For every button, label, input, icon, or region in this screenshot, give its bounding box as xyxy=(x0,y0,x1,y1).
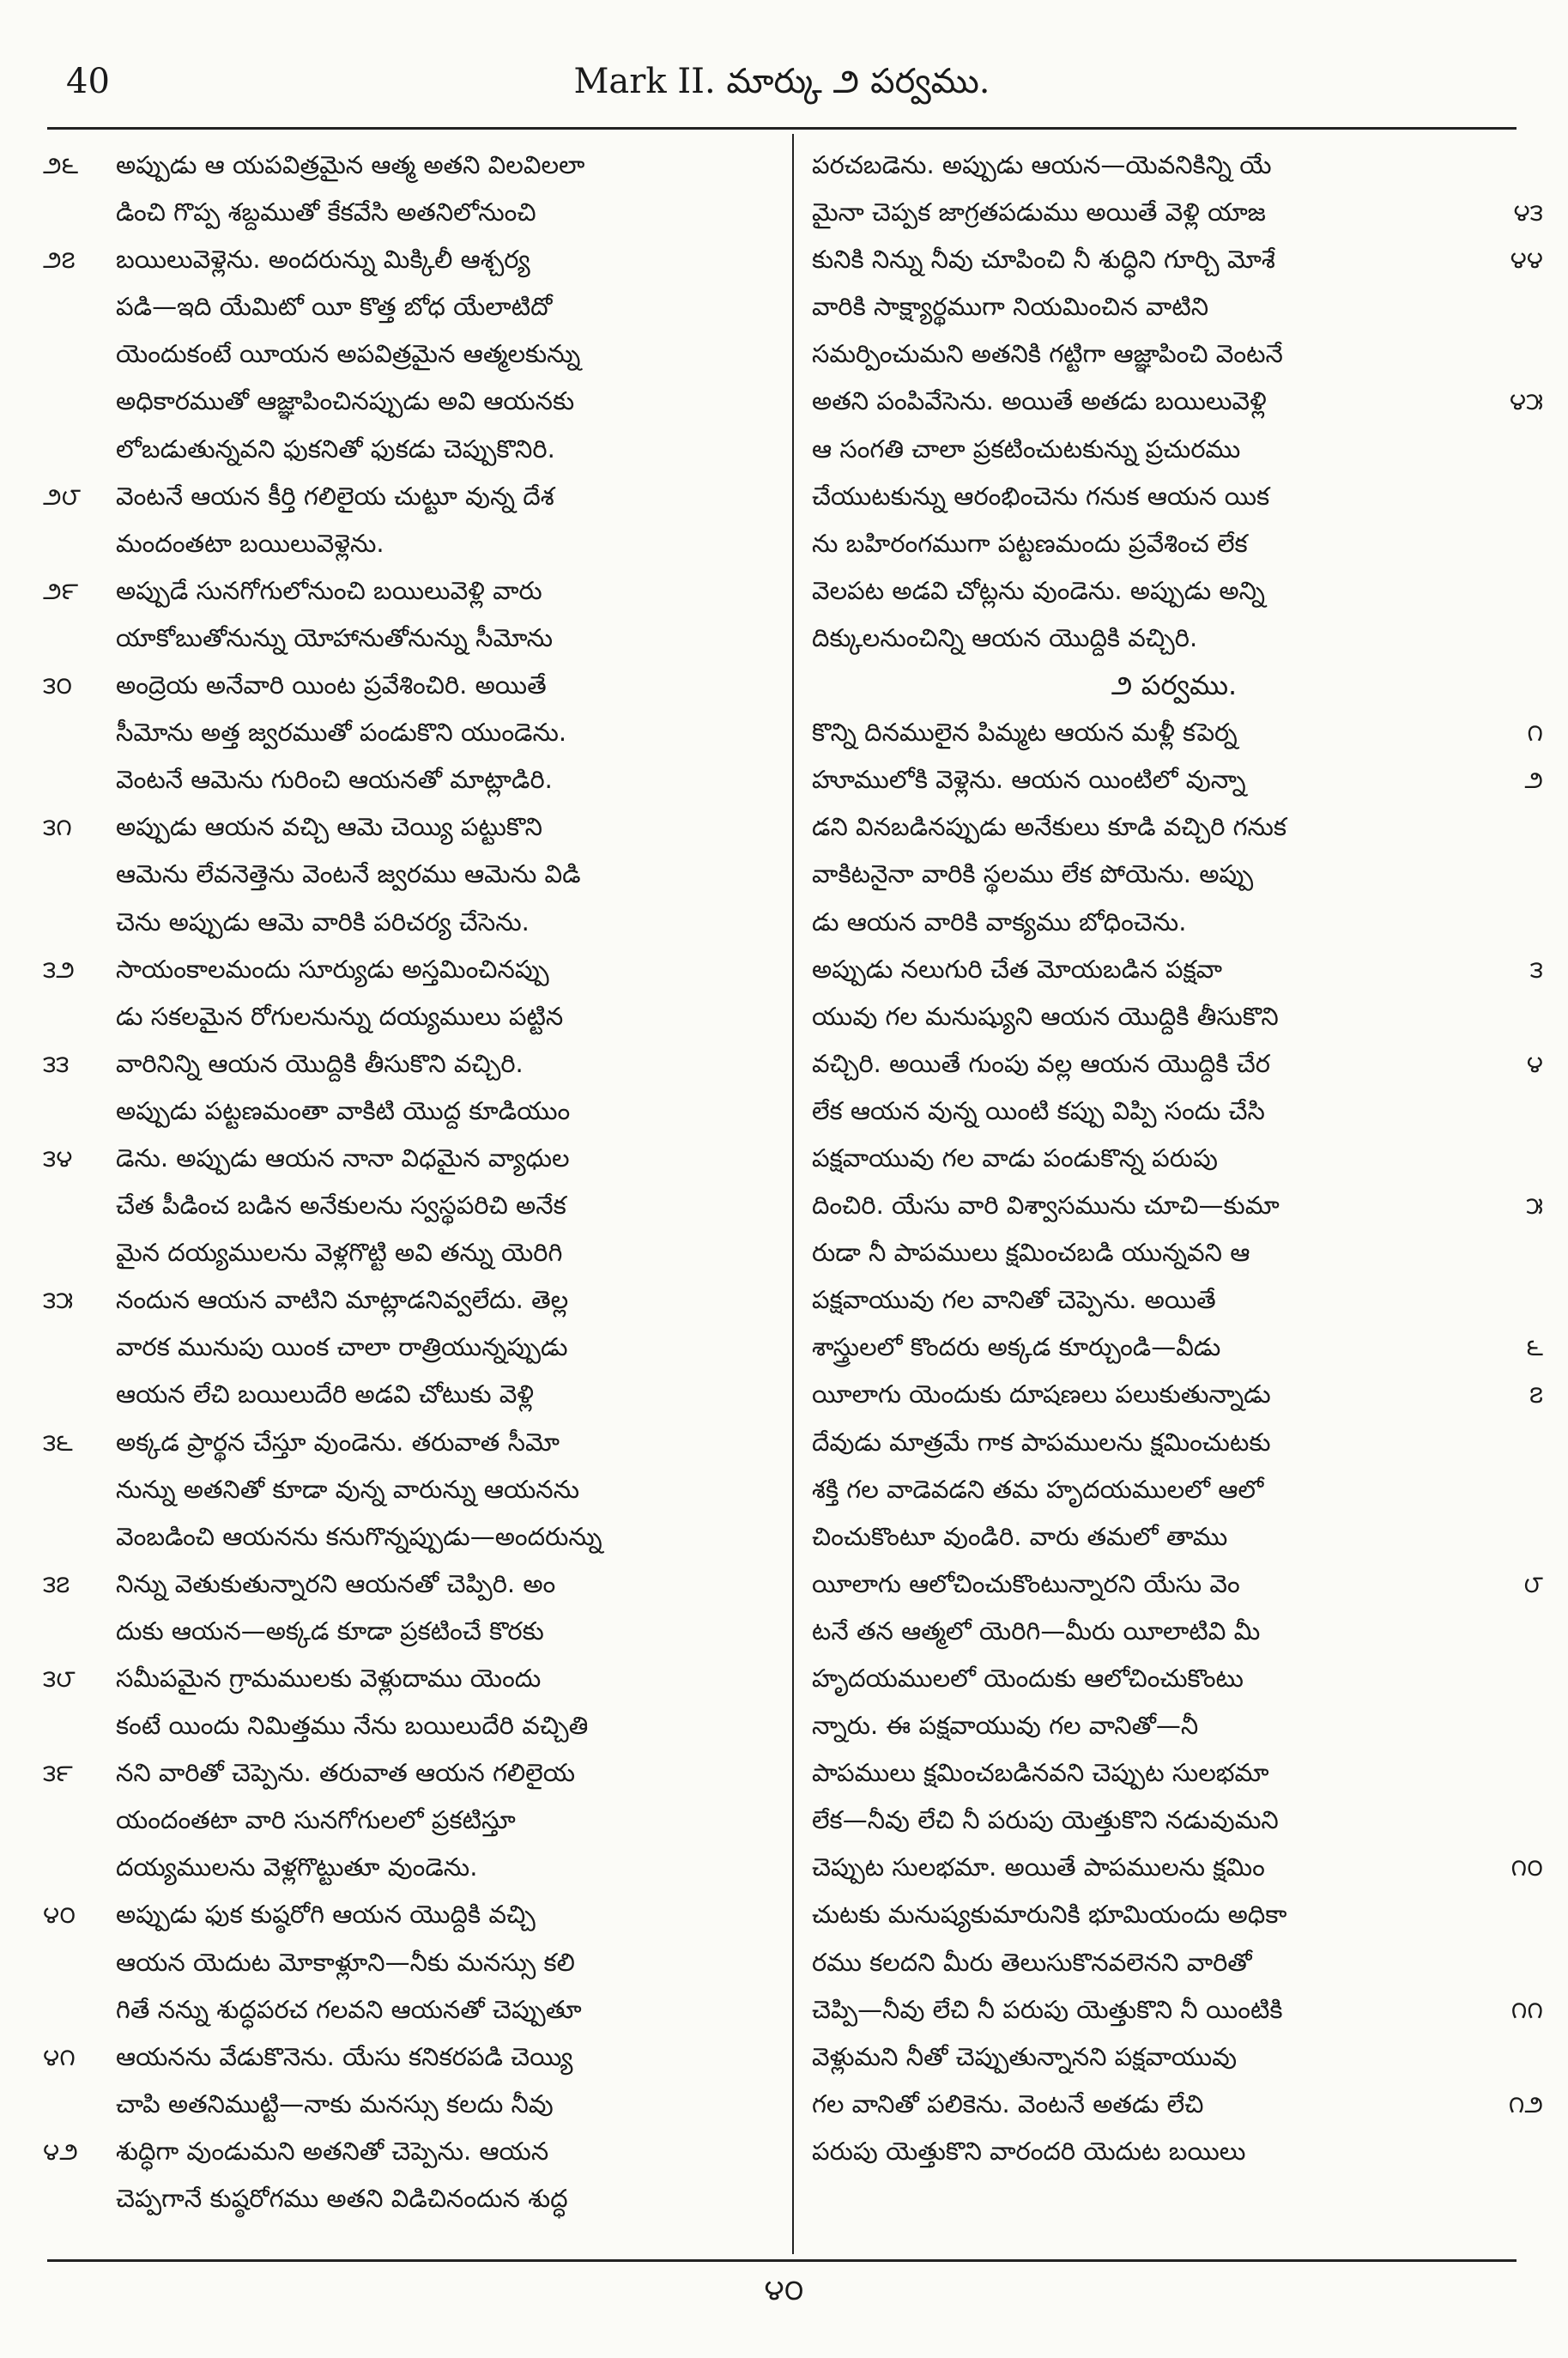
text-line xyxy=(43,709,781,756)
verse-number: ౪౪ xyxy=(1510,245,1543,275)
text-line xyxy=(805,1040,1543,1088)
verse-number: ౧౧ xyxy=(1510,1995,1543,2024)
text-line xyxy=(805,567,1543,615)
text-line xyxy=(805,1608,1543,1655)
line-text: లోబడుతున్నవని ఫుకనితో ఫుకడు చెప్పుకొనిరి. xyxy=(116,433,555,464)
verse-number: ౩౧ xyxy=(43,813,72,842)
line-text: పరచబడెను. అప్పుడు ఆయన—యెవనికిన్ని యే xyxy=(812,150,1272,179)
line-text: హూములోకి వెళ్లెను. ఆయన యింటిలో వున్నా xyxy=(812,765,1246,795)
text-line xyxy=(43,2128,781,2175)
verse-number: ౨౭ xyxy=(43,245,76,275)
line-text: దేవుడు మాత్రమే గాక పాపములను క్షమించుటకు xyxy=(812,1427,1271,1457)
text-line xyxy=(43,378,781,425)
text-line xyxy=(805,1371,1543,1418)
text-line xyxy=(805,1276,1543,1324)
text-line xyxy=(805,1088,1543,1135)
verse-number: ౩౦ xyxy=(43,671,73,700)
verse-number: ౩౩ xyxy=(43,1049,70,1078)
line-text: టనే తన ఆత్మలో యెరిగి—మీరు యీలాటివి మీ xyxy=(812,1615,1261,1646)
line-text: పాపములు క్షమించబడినవని చెప్పుట సులభమా xyxy=(812,1758,1269,1788)
footer-rule xyxy=(47,2259,1517,2262)
text-line xyxy=(805,946,1543,993)
line-text: శుద్ధిగా వుండుమని అతనితో చెప్పెను. ఆయన xyxy=(116,2136,549,2166)
page-number: 40 xyxy=(66,62,110,101)
verse-number: ౪౨ xyxy=(43,2137,78,2166)
text-line xyxy=(805,378,1543,425)
line-text: ఆమెను లేవనెత్తెను వెంటనే జ్వరము ఆమెను విడి xyxy=(116,859,581,889)
text-line xyxy=(805,189,1543,236)
line-text: నిన్ను వెతుకుతున్నారని ఆయనతో చెప్పిరి. అం xyxy=(116,1568,556,1598)
line-text: ఆయన లేచి బయిలుదేరి అడవి చోటుకు వెళ్లి xyxy=(116,1379,534,1409)
text-line xyxy=(43,993,781,1040)
line-text: డు సకలమైన రోగులనున్ను దయ్యములు పట్టిన xyxy=(116,1001,564,1031)
text-line xyxy=(43,1939,781,1986)
text-line xyxy=(43,1655,781,1702)
line-text: న్నారు. ఈ పక్షవాయువు గల వానితో—నీ xyxy=(812,1711,1199,1741)
line-text: అప్పుడు ఫుక కుష్ఠరోగి ఆయన యొద్దికి వచ్చి xyxy=(116,1900,536,1930)
line-text: అప్పుడు నలుగురి చేత మోయబడిన పక్షవా xyxy=(812,954,1222,984)
line-text: వెంటనే ఆమెను గురించి ఆయనతో మాట్లాడిరి. xyxy=(116,765,553,795)
line-text: వెలపట అడవి చోట్లను వుండెను. అప్పుడు అన్ని xyxy=(812,575,1265,605)
verse-number: ౫ xyxy=(1526,1191,1543,1221)
text-line xyxy=(805,1986,1543,2034)
verse-number: ౧౨ xyxy=(1508,2089,1543,2119)
text-line xyxy=(805,803,1543,851)
line-text: ఆ సంగతి చాలా ప్రకటించుటకున్ను ప్రచురము xyxy=(812,433,1241,464)
verse-number: ౪ xyxy=(1526,1049,1543,1078)
line-text: నున్ను అతనితో కూడా వున్న వారున్ను ఆయనను xyxy=(116,1474,580,1504)
line-text: చేయుటకున్ను ఆరంభించెను గనుక ఆయన యిక xyxy=(812,481,1270,511)
line-text: లేక ఆయన వున్న యింటి కప్పు విప్పి సందు చేసి xyxy=(812,1095,1265,1125)
text-line xyxy=(805,2081,1543,2128)
line-text: అధికారముతో ఆజ్ఞాపించినప్పుడు అవి ఆయనకు xyxy=(116,386,575,416)
line-text: పరుపు యెత్తుకొని వారందరి యెదుట బయిలు xyxy=(812,2136,1246,2166)
text-line xyxy=(805,1797,1543,1844)
text-line xyxy=(805,1891,1543,1938)
line-text: దుకు ఆయన—అక్కడ కూడా ప్రకటించే కొరకు xyxy=(116,1615,544,1646)
text-line xyxy=(805,1466,1543,1513)
text-line xyxy=(43,1891,781,1938)
line-text: చెను అప్పుడు ఆమె వారికి పరిచర్య చేసెను. xyxy=(116,906,530,937)
line-text: మందంతటా బయిలువెళ్లెను. xyxy=(116,528,384,558)
line-text: చించుకొంటూ వుండిరి. వారు తమలో తాము xyxy=(812,1521,1228,1551)
text-line xyxy=(805,1655,1543,1702)
text-line xyxy=(43,330,781,378)
text-line xyxy=(43,567,781,615)
line-text: సాయంకాలమందు సూర్యుడు అస్తమించినప్పు xyxy=(116,954,549,984)
line-text: కునికి నిన్ను నీవు చూపించి నీ శుద్ధిని గూర్చి మోశే xyxy=(812,245,1275,275)
text-line xyxy=(43,1229,781,1276)
text-line xyxy=(805,1513,1543,1561)
text-line xyxy=(43,851,781,898)
text-line xyxy=(43,803,781,851)
line-text: దిక్కులనుంచిన్ని ఆయన యొద్దికి వచ్చిరి. xyxy=(812,622,1198,652)
text-line xyxy=(805,1135,1543,1182)
text-line xyxy=(805,709,1543,756)
verse-number: ౩౬ xyxy=(43,1428,73,1457)
text-line xyxy=(805,615,1543,662)
text-line xyxy=(43,2034,781,2081)
text-line xyxy=(805,1324,1543,1371)
text-line xyxy=(43,2081,781,2128)
text-line xyxy=(805,2034,1543,2081)
line-text: రుడా నీ పాపములు క్షమించబడి యున్నవని ఆ xyxy=(812,1238,1250,1268)
text-line xyxy=(805,520,1543,567)
text-line xyxy=(805,1229,1543,1276)
text-line xyxy=(805,426,1543,473)
verse-number: ౧౦ xyxy=(1510,1853,1543,1882)
line-text: వారికి సాక్ష్యార్థముగా నియమించిన వాటిని xyxy=(812,292,1209,322)
text-line xyxy=(43,1749,781,1797)
line-text: అప్పుడు పట్టణమంతా వాకిటి యొద్ద కూడియుం xyxy=(116,1095,571,1125)
text-line xyxy=(43,1371,781,1418)
text-line xyxy=(43,426,781,473)
verse-number: ౩ xyxy=(1529,955,1543,984)
line-text: అప్పుడే సునగోగులోనుంచి బయిలువెళ్లి వారు xyxy=(116,575,542,605)
text-line xyxy=(43,899,781,946)
footer-page-number: ౪౦ xyxy=(764,2273,804,2307)
verse-number: ౮ xyxy=(1523,1569,1543,1598)
line-text: అప్పుడు ఆ యపవిత్రమైన ఆత్మ అతని విలవిలలా xyxy=(116,150,585,179)
line-text: పక్షవాయువు గల వాడు పండుకొన్న పరుపు xyxy=(812,1143,1218,1173)
text-line xyxy=(805,473,1543,520)
text-line xyxy=(43,1466,781,1513)
line-text: నందున ఆయన వాటిని మాట్లాడనివ్వలేదు. తెల్ల xyxy=(116,1285,569,1315)
line-text: వెంటనే ఆయన కీర్తి గలిలైయ చుట్టూ వున్న దేశ xyxy=(116,481,554,511)
line-text: యందంతటా వారి సునగోగులలో ప్రకటిస్తూ xyxy=(116,1805,516,1835)
verse-number: ౭ xyxy=(1529,1380,1543,1409)
text-line xyxy=(43,615,781,662)
line-text: కంటే యిందు నిమిత్తము నేను బయిలుదేరి వచ్చితి xyxy=(116,1711,589,1741)
verse-number: ౩౪ xyxy=(43,1143,73,1173)
line-text: ఆయనను వేడుకొనెను. యేసు కనికరపడి చెయ్యి xyxy=(116,2041,573,2071)
right-column xyxy=(805,142,1543,2175)
line-text: ౨ పర్వము. xyxy=(1111,669,1238,702)
line-text: పడి—ఇది యేమిటో యీ కొత్త బోధ యేలాటిదో xyxy=(116,292,553,322)
line-text: రము కలదని మీరు తెలుసుకొనవలెనని వారితో xyxy=(812,1947,1252,1977)
line-text: గల వానితో పలికెను. వెంటనే అతడు లేచి xyxy=(812,2088,1204,2119)
line-text: గితే నన్ను శుద్ధపరచ గలవని ఆయనతో చెప్పుతూ xyxy=(116,1994,582,2024)
verse-number: ౨౯ xyxy=(43,576,79,605)
text-line xyxy=(43,1702,781,1749)
text-line xyxy=(805,142,1543,189)
line-text: సీమోను అత్త జ్వరముతో పండుకొని యుండెను. xyxy=(116,718,567,748)
line-text: పక్షవాయువు గల వానితో చెప్పెను. అయితే xyxy=(812,1285,1216,1315)
line-text: అక్కడ ప్రార్థన చేస్తూ వుండెను. తరువాత సీమో xyxy=(116,1427,560,1457)
line-text: నని వారితో చెప్పెను. తరువాత ఆయన గలిలైయ xyxy=(116,1758,576,1788)
text-line xyxy=(43,1276,781,1324)
text-line xyxy=(805,1702,1543,1749)
line-text: యీలాగు ఆలోచించుకొంటున్నారని యేసు వెం xyxy=(812,1568,1240,1598)
running-title: Mark II. మార్కు ౨ పర్వము. xyxy=(573,62,990,101)
column-divider xyxy=(792,134,794,2254)
line-text: లేక—నీవు లేచి నీ పరుపు యెత్తుకొని నడువుమని xyxy=(812,1805,1279,1835)
text-line xyxy=(43,1844,781,1891)
line-text: చుటకు మనుష్యకుమారునికి భూమియందు అధికా xyxy=(812,1900,1287,1930)
line-text: సమీపమైన గ్రామములకు వెళ్లుదాము యెందు xyxy=(116,1664,542,1693)
text-line xyxy=(43,520,781,567)
text-line xyxy=(43,473,781,520)
line-text: యాకోబుతోనున్ను యోహానుతోనున్ను సీమోను xyxy=(116,622,553,652)
line-text: సమర్పించుమని అతనికి గట్టిగా ఆజ్ఞాపించి వెంటనే xyxy=(812,339,1283,369)
text-line xyxy=(43,1986,781,2034)
line-text: అతని పంపివేసెను. అయితే అతడు బయిలువెళ్లి xyxy=(812,386,1267,416)
text-line xyxy=(805,756,1543,803)
line-text: వాకిటనైనా వారికి స్థలము లేక పోయెను. అప్పు xyxy=(812,859,1254,889)
text-line xyxy=(43,1419,781,1466)
line-text: యీలాగు యెందుకు దూషణలు పలుకుతున్నాడు xyxy=(812,1379,1271,1409)
line-text: చాపి అతనిముట్టి—నాకు మనస్సు కలదు నీవు xyxy=(116,2088,554,2119)
verse-number: ౩౯ xyxy=(43,1759,73,1788)
text-line xyxy=(43,1040,781,1088)
verse-number: ౩౭ xyxy=(43,1569,70,1598)
line-text: వారినిన్ని ఆయన యొద్దికి తీసుకొని వచ్చిరి. xyxy=(116,1048,524,1078)
line-text: అంద్రెయ అనేవారి యింట ప్రవేశించిరి. అయితే xyxy=(116,670,547,700)
line-text: మైనా చెప్పక జాగ్రతపడుము అయితే వెళ్లి యాజ xyxy=(812,197,1266,227)
line-text: వెంబడించి ఆయనను కనుగొన్నప్పుడు—అందరున్ను xyxy=(116,1521,602,1551)
line-text: యెందుకంటే యీయన అపవిత్రమైన ఆత్మలకున్ను xyxy=(116,339,581,369)
text-line xyxy=(43,1182,781,1229)
text-line xyxy=(805,851,1543,898)
text-line xyxy=(805,236,1543,283)
verse-number: ౪౧ xyxy=(43,2042,76,2071)
line-text: డని వినబడినప్పుడు అనేకులు కూడి వచ్చిరి గనుక xyxy=(812,812,1287,842)
line-text: ను బహిరంగముగా పట్టణమందు ప్రవేశించ లేక xyxy=(812,528,1248,558)
text-line xyxy=(805,1844,1543,1891)
verse-number: ౨ xyxy=(1524,766,1543,795)
line-text: వెళ్లుమని నీతో చెప్పుతున్నానని పక్షవాయువు xyxy=(812,2041,1238,2071)
verse-number: ౨౬ xyxy=(43,151,79,179)
text-line xyxy=(805,330,1543,378)
text-line xyxy=(805,283,1543,330)
line-text: శాస్త్రులలో కొందరు అక్కడ కూర్చుండి—వీడు xyxy=(812,1332,1221,1362)
line-text: డెను. అప్పుడు ఆయన నానా విధమైన వ్యాధుల xyxy=(116,1143,570,1173)
header-rule xyxy=(47,127,1517,130)
line-text: వారక మునుపు యింక చాలా రాత్రియున్నప్పుడు xyxy=(116,1332,568,1362)
text-line xyxy=(43,1797,781,1844)
text-line xyxy=(43,1135,781,1182)
line-text: డు ఆయన వారికి వాక్యము బోధించెను. xyxy=(812,906,1187,937)
text-line xyxy=(805,993,1543,1040)
verse-number: ౪౫ xyxy=(1509,387,1543,416)
line-text: బయిలువెళ్లెను. అందరున్ను మిక్కిలీ ఆశ్చర్య xyxy=(116,245,530,275)
text-line xyxy=(43,1513,781,1561)
verse-number: ౩౫ xyxy=(43,1286,74,1315)
verse-number: ౬ xyxy=(1526,1333,1543,1362)
page-header xyxy=(47,58,1517,118)
verse-number: ౩౮ xyxy=(43,1664,76,1693)
text-line xyxy=(43,189,781,236)
verse-number: ౪౦ xyxy=(43,1900,76,1930)
text-line xyxy=(805,899,1543,946)
text-line xyxy=(43,756,781,803)
text-line xyxy=(805,1182,1543,1229)
line-text: ఆయన యెదుట మోకాళ్లూని—నీకు మనస్సు కలి xyxy=(116,1947,575,1977)
text-line xyxy=(43,1561,781,1608)
text-line xyxy=(43,2175,781,2222)
line-text: శక్తి గల వాడెవడని తమ హృదయములలో ఆలో xyxy=(812,1474,1264,1504)
line-text: హృదయములలో యెందుకు ఆలోచించుకొంటు xyxy=(812,1664,1244,1693)
line-text: దయ్యములను వెళ్లగొట్టుతూ వుండెను. xyxy=(116,1852,478,1882)
line-text: కొన్ని దినములైన పిమ్మట ఆయన మళ్లీ కపెర్న xyxy=(812,718,1238,748)
line-text: యువు గల మనుష్యుని ఆయన యొద్దికి తీసుకొని xyxy=(812,1001,1279,1031)
text-line xyxy=(43,283,781,330)
verse-number: ౪౩ xyxy=(1513,198,1543,227)
line-text: చేత పీడించ బడిన అనేకులను స్వస్థపరిచి అనేక xyxy=(116,1191,566,1221)
text-line xyxy=(43,1088,781,1135)
text-line xyxy=(805,1749,1543,1797)
text-line xyxy=(43,142,781,189)
text-line xyxy=(43,236,781,283)
left-column xyxy=(43,142,781,2222)
text-line xyxy=(805,1939,1543,1986)
text-line xyxy=(805,2128,1543,2175)
verse-number: ౧ xyxy=(1527,718,1543,748)
text-line xyxy=(43,946,781,993)
line-text: డించి గొప్ప శబ్దముతో కేకవేసి అతనిలోనుంచి xyxy=(116,197,536,227)
line-text: వచ్చిరి. అయితే గుంపు వల్ల ఆయన యొద్దికి చేర xyxy=(812,1048,1270,1078)
text-line xyxy=(43,1324,781,1371)
text-line xyxy=(43,662,781,709)
verse-number: ౨౮ xyxy=(43,482,82,511)
line-text: మైన దయ్యములను వెళ్లగొట్టి అవి తన్ను యెరిగి xyxy=(116,1238,563,1268)
line-text: అప్పుడు ఆయన వచ్చి ఆమె చెయ్యి పట్టుకొని xyxy=(116,812,542,842)
chapter-heading xyxy=(805,662,1543,709)
line-text: చెప్పగానే కుష్ఠరోగము అతని విడిచినందున శుద్ధ xyxy=(116,2184,568,2214)
line-text: దించిరి. యేసు వారి విశ్వాసమును చూచి—కుమా xyxy=(812,1191,1280,1221)
text-line xyxy=(805,1561,1543,1608)
text-line xyxy=(43,1608,781,1655)
line-text: చెప్పి—నీవు లేచి నీ పరుపు యెత్తుకొని నీ యింటికి xyxy=(812,1994,1283,2024)
verse-number: ౩౨ xyxy=(43,955,75,984)
text-line xyxy=(805,1419,1543,1466)
line-text: చెప్పుట సులభమా. అయితే పాపములను క్షమిం xyxy=(812,1852,1265,1882)
